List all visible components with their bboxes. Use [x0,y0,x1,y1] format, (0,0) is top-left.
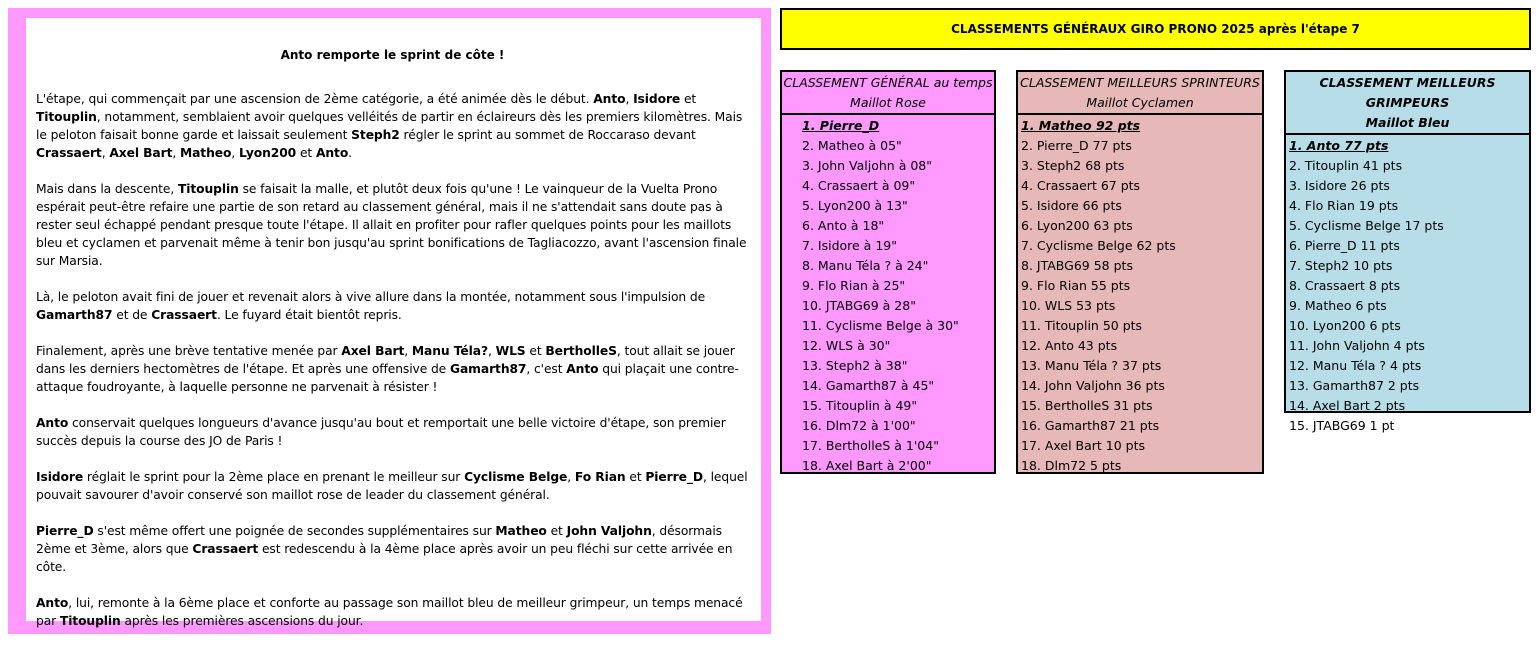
general-classification-table [780,70,996,474]
ranking-row: 15. BertholleS 31 pts [1021,398,1153,413]
general-classification-rows [782,115,994,476]
article-paragraph [36,468,749,504]
article-text: et [525,344,546,358]
rider-name: Manu Téla? [411,344,488,358]
climber-classification-header [1286,72,1529,135]
article-text: , lui, remonte à la 6ème place et conforte au passage son maillot bleu de meilleur grimpeur, un temps menacé par [36,596,743,628]
article-text: , désormais 2ème et 3ème, alors que [36,524,722,556]
climber-classification-jersey: Maillot Bleu [1365,115,1450,130]
ranking-row: 4. Crassaert 67 pts [1021,178,1141,193]
rider-name: Anto [566,362,599,376]
ranking-row: 3. Steph2 68 pts [1021,158,1125,173]
article-text: , [404,344,412,358]
article-text: , [101,146,110,160]
article-text: et [625,470,646,484]
article-text: s'est même offert une poignée de secondes supplémentaires sur [93,524,496,538]
ranking-row: 8. JTABG69 58 pts [1021,258,1133,273]
ranking-row: 5. Isidore 66 pts [1021,198,1122,213]
article-text: , [625,92,634,106]
ranking-row: 17. Axel Bart 10 pts [1021,438,1146,453]
ranking-row: 5. Cyclisme Belge 17 pts [1289,218,1444,233]
ranking-row: 9. Flo Rian à 25" [802,278,906,293]
article-text: et de [112,308,152,322]
rider-name: Isidore [633,92,681,106]
ranking-row: 6. Lyon200 63 pts [1021,218,1133,233]
article-text: , notamment, semblaient avoir quelques velléités de partir en éclaireurs dès les premiers kilomètres. Mais le peloton faisait bonne garde et laissait seulement [36,110,743,142]
ranking-row: 17. BertholleS à 1'04" [802,438,939,453]
article-paragraph [36,342,749,396]
sprint-classification-header [1018,72,1262,115]
rider-name: Crassaert [151,308,217,322]
ranking-row: 7. Steph2 10 pts [1289,258,1393,273]
ranking-row: 11. Cyclisme Belge à 30" [802,318,959,333]
ranking-row: 11. John Valjohn 4 pts [1289,338,1425,353]
rider-name: Anto [315,146,349,160]
ranking-row: 14. Axel Bart 2 pts [1289,398,1406,413]
article-text: , [567,470,575,484]
ranking-row: 4. Crassaert à 09" [802,178,916,193]
ranking-row: 5. Lyon200 à 13" [802,198,908,213]
standings-banner [780,8,1531,50]
rider-name: Titouplin [36,110,97,124]
sprint-classification-table [1016,70,1264,474]
ranking-row: 12. WLS à 30" [802,338,891,353]
rider-name: John Valjohn [566,524,652,538]
ranking-row: 16. Dlm72 à 1'00" [802,418,916,433]
ranking-row: 9. Flo Rian 55 pts [1021,278,1131,293]
ranking-row: 12. Anto 43 pts [1021,338,1118,353]
ranking-row: 8. Manu Téla ? à 24" [802,258,929,273]
article-text: est redescendu à la 4ème place après avoir un peu fléchi sur cette arrivée en côte. [36,542,733,574]
ranking-row: 3. John Valjohn à 08" [802,158,932,173]
ranking-row: 12. Manu Téla ? 4 pts [1289,358,1422,373]
ranking-row: 10. WLS 53 pts [1021,298,1116,313]
article-text: Là, le peloton avait fini de jouer et revenait alors à vive allure dans la montée, notamment sous l'impulsion de [36,290,706,304]
ranking-leader-row: 1. Pierre_D [802,118,880,133]
article-text: réglait le sprint pour la 2ème place en prenant le meilleur sur [83,470,465,484]
ranking-row: 18. Axel Bart à 2'00" [802,458,932,473]
article-text: , lequel pouvait savourer d'avoir conservé son maillot rose de leader du classement général. [36,470,748,502]
rider-name: Crassaert [36,146,102,160]
rider-name: Titouplin [178,182,239,196]
rider-name: Axel Bart [341,344,405,358]
ranking-row: 18. Dlm72 5 pts [1021,458,1122,473]
article-text: , c'est [526,362,567,376]
article-text: et [296,146,316,160]
article-paragraph [36,288,749,324]
article-paragraph [36,414,749,450]
ranking-row: 13. Manu Téla ? 37 pts [1021,358,1162,373]
article-text: Finalement, après une brève tentative menée par [36,344,342,358]
ranking-row: 10. Lyon200 6 pts [1289,318,1401,333]
article-text: et [546,524,567,538]
article-paragraph [36,522,749,576]
climber-classification-table [1284,70,1531,433]
article-text: , [172,146,180,160]
article-title: Anto remporte le sprint de côte ! [280,48,505,62]
article-paragraph [36,180,749,270]
general-classification-header [782,72,994,115]
ranking-row: 14. John Valjohn 36 pts [1021,378,1165,393]
rider-name: Cyclisme Belge [464,470,568,484]
ranking-row: 3. Isidore 26 pts [1289,178,1390,193]
ranking-row: 6. Pierre_D 11 pts [1289,238,1400,253]
sprint-classification-rows [1018,115,1262,476]
rider-name: Lyon200 [238,146,297,160]
article-paragraphs [36,90,749,630]
ranking-row: 8. Crassaert 8 pts [1289,278,1401,293]
article-text: , [487,344,496,358]
rider-name: Gamarth87 [449,362,527,376]
climber-classification-rows [1286,135,1529,436]
rider-name: Isidore [36,470,84,484]
article-text: se faisait la malle, et plutôt deux fois qu'une ! Le vainqueur de la Vuelta Prono espérait peut-être refaire une partie de son retard au classement général, mais il ne s'attendait sans doute pas à rester seul échappé pendant presque toute l'étape. Il allait en profiter pour rafler quelques points pour les maillots bleu et cyclamen et parvenait même à tenir bon jusqu'au sprint bonifications de Tagliacozzo, avant l'ascension finale sur Marsia. [36,182,747,268]
ranking-row: 4. Flo Rian 19 pts [1289,198,1399,213]
ranking-row: 2. Matheo à 05" [802,138,902,153]
article-text: L'étape, qui commençait par une ascension de 2ème catégorie, a été animée dès le début. [36,92,594,106]
rider-name: WLS [495,344,526,358]
ranking-row: 16. Gamarth87 21 pts [1021,418,1160,433]
article-text: et [680,92,697,106]
rider-name: Gamarth87 [36,308,113,322]
article-text: après les premières ascensions du jour. [120,614,364,628]
ranking-leader-row: 1. Anto 77 pts [1289,138,1389,153]
ranking-row: 11. Titouplin 50 pts [1021,318,1143,333]
sprint-classification-heading: CLASSEMENT MEILLEURS SPRINTEURS [1020,75,1260,90]
rider-name: Anto [36,596,69,610]
article-paragraph [36,90,749,162]
banner-title: CLASSEMENTS GÉNÉRAUX GIRO PRONO 2025 après l'étape 7 [951,22,1360,36]
article-text: . Le fuyard était bientôt repris. [216,308,402,322]
article-body [26,18,761,628]
ranking-row: 14. Gamarth87 à 45" [802,378,935,393]
rider-name: Crassaert [192,542,259,556]
article-text: , [231,146,239,160]
ranking-row: 15. JTABG69 1 pt [1289,418,1395,433]
ranking-row: 13. Gamarth87 2 pts [1289,378,1420,393]
rider-name: Anto [593,92,626,106]
rider-name: Axel Bart [109,146,173,160]
ranking-row: 7. Isidore à 19" [802,238,897,253]
article-text: , tout allait se jouer dans les derniers hectomètres de l'étape. Et après une offensive de [36,344,735,376]
rider-name: Pierre_D [36,524,94,538]
ranking-row: 9. Matheo 6 pts [1289,298,1387,313]
ranking-row: 2. Pierre_D 77 pts [1021,138,1132,153]
rider-name: Titouplin [59,614,121,628]
rider-name: Matheo [495,524,547,538]
rider-name: Steph2 [351,128,400,142]
rider-name: Pierre_D [645,470,703,484]
article-text: Mais dans la descente, [36,182,178,196]
climber-classification-heading: CLASSEMENT MEILLEURS GRIMPEURS [1319,75,1496,110]
general-classification-heading: CLASSEMENT GÉNÉRAL au temps [783,75,993,90]
ranking-row: 10. JTABG69 à 28" [802,298,916,313]
rider-name: Anto [36,416,69,430]
ranking-row: 6. Anto à 18" [802,218,885,233]
article-paragraph [36,594,749,630]
ranking-row: 2. Titouplin 41 pts [1289,158,1403,173]
rider-name: Fo Rian [574,470,626,484]
ranking-leader-row: 1. Matheo 92 pts [1021,118,1141,133]
ranking-row: 15. Titouplin à 49" [802,398,918,413]
ranking-row: 7. Cyclisme Belge 62 pts [1021,238,1176,253]
general-classification-jersey: Maillot Rose [850,95,926,110]
article-text: . [348,146,352,160]
ranking-row: 13. Steph2 à 38" [802,358,908,373]
sprint-classification-jersey: Maillot Cyclamen [1086,95,1194,110]
article-frame [8,8,771,634]
rider-name: Matheo [179,146,232,160]
article-text: régler le sprint au sommet de Roccaraso devant [399,128,696,142]
article-text: qui plaçait une contre-attaque foudroyante, à laquelle personne ne parvenait à résister ! [36,362,739,394]
rider-name: BertholleS [545,344,617,358]
article-text: conservait quelques longueurs d'avance jusqu'au bout et remportait une belle victoire d'étape, son premier succès depuis la course des JO de Paris ! [36,416,726,448]
